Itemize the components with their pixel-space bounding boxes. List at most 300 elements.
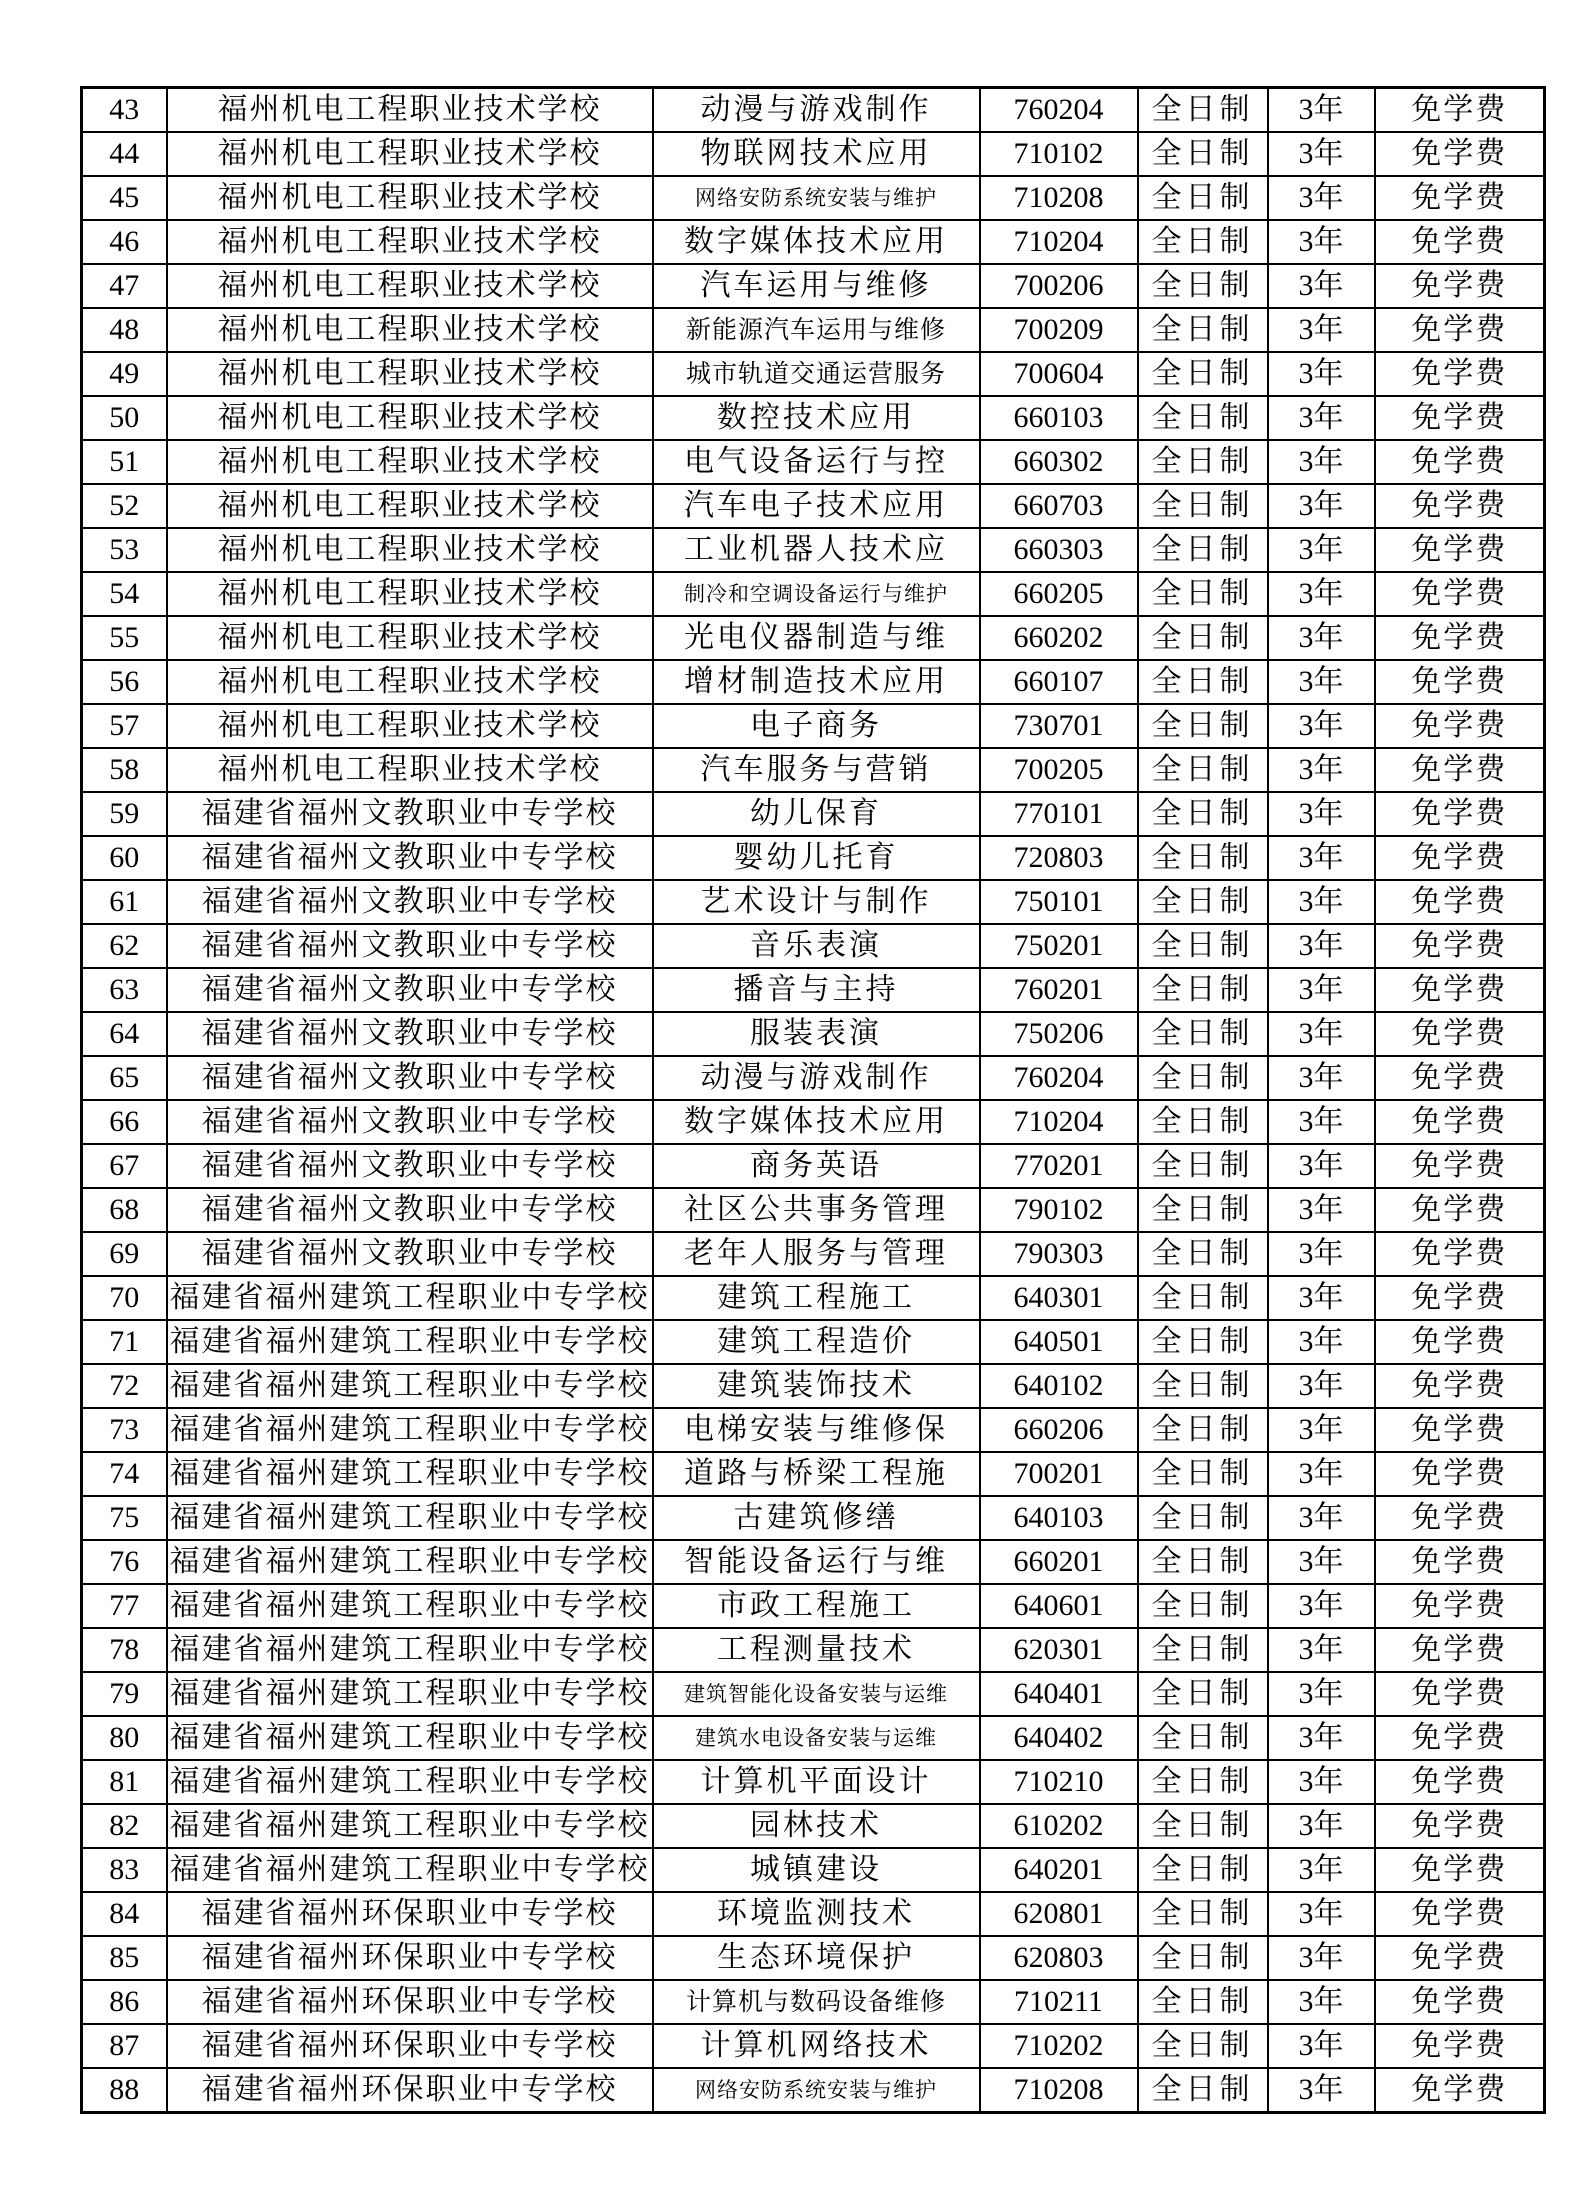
- major-code-cell: 640601: [980, 1584, 1138, 1628]
- study-mode-cell: 全日制: [1138, 1892, 1268, 1936]
- major-name-cell: 环境监测技术: [653, 1892, 980, 1936]
- major-name-cell: 电梯安装与维修保: [653, 1408, 980, 1452]
- school-name-cell: 福建省福州文教职业中专学校: [167, 792, 653, 836]
- study-mode-cell: 全日制: [1138, 1936, 1268, 1980]
- table-row: [82, 1056, 1545, 1100]
- tuition-fee-cell: 免学费: [1375, 1980, 1545, 2024]
- study-duration-cell: 3年: [1268, 1672, 1375, 1716]
- table-row: [82, 484, 1545, 528]
- study-duration-cell: 3年: [1268, 1628, 1375, 1672]
- major-name-cell: 建筑工程造价: [653, 1320, 980, 1364]
- school-name-cell: 福建省福州建筑工程职业中专学校: [167, 1364, 653, 1408]
- tuition-fee-cell: 免学费: [1375, 616, 1545, 660]
- tuition-fee-cell: 免学费: [1375, 1848, 1545, 1892]
- row-number-cell: 53: [82, 528, 167, 572]
- study-duration-cell: 3年: [1268, 88, 1375, 133]
- study-duration-cell: 3年: [1268, 1100, 1375, 1144]
- major-code-cell: 660107: [980, 660, 1138, 704]
- major-name-cell: 生态环境保护: [653, 1936, 980, 1980]
- table-row: [82, 968, 1545, 1012]
- study-duration-cell: 3年: [1268, 968, 1375, 1012]
- row-number-cell: 67: [82, 1144, 167, 1188]
- school-name-cell: 福建省福州建筑工程职业中专学校: [167, 1320, 653, 1364]
- tuition-fee-cell: 免学费: [1375, 1804, 1545, 1848]
- table-row: [82, 1672, 1545, 1716]
- study-mode-cell: 全日制: [1138, 1848, 1268, 1892]
- row-number-cell: 73: [82, 1408, 167, 1452]
- study-mode-cell: 全日制: [1138, 1144, 1268, 1188]
- tuition-fee-cell: 免学费: [1375, 836, 1545, 880]
- table-row: [82, 616, 1545, 660]
- tuition-fee-cell: 免学费: [1375, 924, 1545, 968]
- row-number-cell: 69: [82, 1232, 167, 1276]
- school-name-cell: 福建省福州文教职业中专学校: [167, 924, 653, 968]
- school-name-cell: 福州机电工程职业技术学校: [167, 528, 653, 572]
- table-row: [82, 1848, 1545, 1892]
- tuition-fee-cell: 免学费: [1375, 1012, 1545, 1056]
- major-name-cell: 智能设备运行与维: [653, 1540, 980, 1584]
- major-code-cell: 660205: [980, 572, 1138, 616]
- major-code-cell: 750206: [980, 1012, 1138, 1056]
- study-duration-cell: 3年: [1268, 2068, 1375, 2113]
- table-row: [82, 1584, 1545, 1628]
- table-row: [82, 308, 1545, 352]
- study-mode-cell: 全日制: [1138, 1628, 1268, 1672]
- major-name-cell: 建筑工程施工: [653, 1276, 980, 1320]
- table-row: [82, 924, 1545, 968]
- major-name-cell: 艺术设计与制作: [653, 880, 980, 924]
- school-name-cell: 福州机电工程职业技术学校: [167, 660, 653, 704]
- study-mode-cell: 全日制: [1138, 1408, 1268, 1452]
- major-code-cell: 760204: [980, 88, 1138, 133]
- major-name-cell: 计算机平面设计: [653, 1760, 980, 1804]
- row-number-cell: 60: [82, 836, 167, 880]
- major-name-cell: 动漫与游戏制作: [653, 1056, 980, 1100]
- table-row: [82, 528, 1545, 572]
- school-name-cell: 福建省福州文教职业中专学校: [167, 1100, 653, 1144]
- tuition-fee-cell: 免学费: [1375, 748, 1545, 792]
- study-mode-cell: 全日制: [1138, 264, 1268, 308]
- table-row: [82, 1452, 1545, 1496]
- row-number-cell: 48: [82, 308, 167, 352]
- table-row: [82, 1540, 1545, 1584]
- study-mode-cell: 全日制: [1138, 572, 1268, 616]
- table-row: [82, 1628, 1545, 1672]
- study-mode-cell: 全日制: [1138, 528, 1268, 572]
- major-name-cell: 播音与主持: [653, 968, 980, 1012]
- row-number-cell: 86: [82, 1980, 167, 2024]
- major-name-cell: 汽车运用与维修: [653, 264, 980, 308]
- study-duration-cell: 3年: [1268, 660, 1375, 704]
- table-row: [82, 132, 1545, 176]
- tuition-fee-cell: 免学费: [1375, 792, 1545, 836]
- major-code-cell: 640103: [980, 1496, 1138, 1540]
- row-number-cell: 54: [82, 572, 167, 616]
- study-mode-cell: 全日制: [1138, 1188, 1268, 1232]
- row-number-cell: 74: [82, 1452, 167, 1496]
- major-name-cell: 婴幼儿托育: [653, 836, 980, 880]
- major-name-cell: 城镇建设: [653, 1848, 980, 1892]
- major-code-cell: 770201: [980, 1144, 1138, 1188]
- major-name-cell: 老年人服务与管理: [653, 1232, 980, 1276]
- major-code-cell: 710211: [980, 1980, 1138, 2024]
- study-mode-cell: 全日制: [1138, 1056, 1268, 1100]
- major-code-cell: 710202: [980, 2024, 1138, 2068]
- major-name-cell: 建筑水电设备安装与运维: [653, 1716, 980, 1760]
- table-row: [82, 220, 1545, 264]
- study-duration-cell: 3年: [1268, 924, 1375, 968]
- school-name-cell: 福建省福州建筑工程职业中专学校: [167, 1848, 653, 1892]
- table-row: [82, 440, 1545, 484]
- study-mode-cell: 全日制: [1138, 616, 1268, 660]
- major-name-cell: 数字媒体技术应用: [653, 1100, 980, 1144]
- row-number-cell: 76: [82, 1540, 167, 1584]
- major-name-cell: 工业机器人技术应: [653, 528, 980, 572]
- school-name-cell: 福州机电工程职业技术学校: [167, 88, 653, 133]
- major-code-cell: 620301: [980, 1628, 1138, 1672]
- major-code-cell: 750101: [980, 880, 1138, 924]
- table-row: [82, 1100, 1545, 1144]
- major-name-cell: 服装表演: [653, 1012, 980, 1056]
- study-duration-cell: 3年: [1268, 1232, 1375, 1276]
- tuition-fee-cell: 免学费: [1375, 308, 1545, 352]
- table-row: [82, 1760, 1545, 1804]
- tuition-fee-cell: 免学费: [1375, 1188, 1545, 1232]
- study-duration-cell: 3年: [1268, 1320, 1375, 1364]
- study-duration-cell: 3年: [1268, 352, 1375, 396]
- major-code-cell: 660201: [980, 1540, 1138, 1584]
- tuition-fee-cell: 免学费: [1375, 572, 1545, 616]
- major-code-cell: 660302: [980, 440, 1138, 484]
- tuition-fee-cell: 免学费: [1375, 1232, 1545, 1276]
- major-name-cell: 动漫与游戏制作: [653, 88, 980, 133]
- major-name-cell: 汽车服务与营销: [653, 748, 980, 792]
- major-name-cell: 计算机与数码设备维修: [653, 1980, 980, 2024]
- major-name-cell: 制冷和空调设备运行与维护: [653, 572, 980, 616]
- study-duration-cell: 3年: [1268, 176, 1375, 220]
- study-mode-cell: 全日制: [1138, 1804, 1268, 1848]
- major-code-cell: 660206: [980, 1408, 1138, 1452]
- tuition-fee-cell: 免学费: [1375, 132, 1545, 176]
- major-code-cell: 660202: [980, 616, 1138, 660]
- study-mode-cell: 全日制: [1138, 1232, 1268, 1276]
- major-code-cell: 770101: [980, 792, 1138, 836]
- school-name-cell: 福建省福州建筑工程职业中专学校: [167, 1628, 653, 1672]
- study-mode-cell: 全日制: [1138, 836, 1268, 880]
- tuition-fee-cell: 免学费: [1375, 1760, 1545, 1804]
- row-number-cell: 70: [82, 1276, 167, 1320]
- tuition-fee-cell: 免学费: [1375, 1056, 1545, 1100]
- tuition-fee-cell: 免学费: [1375, 264, 1545, 308]
- school-name-cell: 福建省福州建筑工程职业中专学校: [167, 1496, 653, 1540]
- school-name-cell: 福建省福州文教职业中专学校: [167, 1012, 653, 1056]
- row-number-cell: 77: [82, 1584, 167, 1628]
- study-duration-cell: 3年: [1268, 264, 1375, 308]
- study-duration-cell: 3年: [1268, 308, 1375, 352]
- table-row: [82, 1892, 1545, 1936]
- major-code-cell: 700209: [980, 308, 1138, 352]
- table-row: [82, 1232, 1545, 1276]
- school-name-cell: 福建省福州文教职业中专学校: [167, 1056, 653, 1100]
- study-duration-cell: 3年: [1268, 1804, 1375, 1848]
- school-name-cell: 福州机电工程职业技术学校: [167, 440, 653, 484]
- major-code-cell: 700201: [980, 1452, 1138, 1496]
- study-mode-cell: 全日制: [1138, 1364, 1268, 1408]
- study-duration-cell: 3年: [1268, 220, 1375, 264]
- tuition-fee-cell: 免学费: [1375, 1628, 1545, 1672]
- tuition-fee-cell: 免学费: [1375, 704, 1545, 748]
- school-name-cell: 福建省福州环保职业中专学校: [167, 1892, 653, 1936]
- row-number-cell: 64: [82, 1012, 167, 1056]
- study-duration-cell: 3年: [1268, 1584, 1375, 1628]
- table-body: [82, 88, 1545, 2113]
- study-mode-cell: 全日制: [1138, 1496, 1268, 1540]
- tuition-fee-cell: 免学费: [1375, 220, 1545, 264]
- major-code-cell: 640301: [980, 1276, 1138, 1320]
- tuition-fee-cell: 免学费: [1375, 2024, 1545, 2068]
- tuition-fee-cell: 免学费: [1375, 1672, 1545, 1716]
- study-duration-cell: 3年: [1268, 1012, 1375, 1056]
- table-row: [82, 704, 1545, 748]
- major-name-cell: 汽车电子技术应用: [653, 484, 980, 528]
- study-mode-cell: 全日制: [1138, 792, 1268, 836]
- major-code-cell: 620801: [980, 1892, 1138, 1936]
- school-name-cell: 福州机电工程职业技术学校: [167, 704, 653, 748]
- major-code-cell: 660103: [980, 396, 1138, 440]
- tuition-fee-cell: 免学费: [1375, 484, 1545, 528]
- school-name-cell: 福建省福州文教职业中专学校: [167, 836, 653, 880]
- row-number-cell: 59: [82, 792, 167, 836]
- major-name-cell: 城市轨道交通运营服务: [653, 352, 980, 396]
- major-code-cell: 610202: [980, 1804, 1138, 1848]
- tuition-fee-cell: 免学费: [1375, 1892, 1545, 1936]
- study-duration-cell: 3年: [1268, 1496, 1375, 1540]
- study-duration-cell: 3年: [1268, 1408, 1375, 1452]
- row-number-cell: 50: [82, 396, 167, 440]
- row-number-cell: 85: [82, 1936, 167, 1980]
- row-number-cell: 45: [82, 176, 167, 220]
- table-row: [82, 352, 1545, 396]
- study-duration-cell: 3年: [1268, 1188, 1375, 1232]
- study-mode-cell: 全日制: [1138, 176, 1268, 220]
- major-code-cell: 720803: [980, 836, 1138, 880]
- table-row: [82, 792, 1545, 836]
- row-number-cell: 52: [82, 484, 167, 528]
- tuition-fee-cell: 免学费: [1375, 1936, 1545, 1980]
- tuition-fee-cell: 免学费: [1375, 1584, 1545, 1628]
- major-name-cell: 古建筑修缮: [653, 1496, 980, 1540]
- major-name-cell: 数字媒体技术应用: [653, 220, 980, 264]
- study-mode-cell: 全日制: [1138, 1452, 1268, 1496]
- tuition-fee-cell: 免学费: [1375, 968, 1545, 1012]
- study-duration-cell: 3年: [1268, 1892, 1375, 1936]
- school-name-cell: 福建省福州建筑工程职业中专学校: [167, 1540, 653, 1584]
- study-duration-cell: 3年: [1268, 1364, 1375, 1408]
- school-name-cell: 福建省福州文教职业中专学校: [167, 1232, 653, 1276]
- study-duration-cell: 3年: [1268, 1980, 1375, 2024]
- major-name-cell: 增材制造技术应用: [653, 660, 980, 704]
- study-mode-cell: 全日制: [1138, 660, 1268, 704]
- table-row: [82, 2068, 1545, 2113]
- study-duration-cell: 3年: [1268, 484, 1375, 528]
- school-name-cell: 福建省福州建筑工程职业中专学校: [167, 1672, 653, 1716]
- study-mode-cell: 全日制: [1138, 1760, 1268, 1804]
- school-name-cell: 福建省福州环保职业中专学校: [167, 2068, 653, 2113]
- tuition-fee-cell: 免学费: [1375, 1320, 1545, 1364]
- study-duration-cell: 3年: [1268, 792, 1375, 836]
- major-code-cell: 700206: [980, 264, 1138, 308]
- row-number-cell: 47: [82, 264, 167, 308]
- study-mode-cell: 全日制: [1138, 1012, 1268, 1056]
- major-code-cell: 640501: [980, 1320, 1138, 1364]
- major-code-cell: 710102: [980, 132, 1138, 176]
- major-code-cell: 710204: [980, 220, 1138, 264]
- school-name-cell: 福州机电工程职业技术学校: [167, 220, 653, 264]
- major-name-cell: 网络安防系统安装与维护: [653, 176, 980, 220]
- school-name-cell: 福州机电工程职业技术学校: [167, 484, 653, 528]
- study-duration-cell: 3年: [1268, 2024, 1375, 2068]
- study-mode-cell: 全日制: [1138, 132, 1268, 176]
- study-mode-cell: 全日制: [1138, 220, 1268, 264]
- row-number-cell: 43: [82, 88, 167, 133]
- table-row: [82, 1320, 1545, 1364]
- row-number-cell: 61: [82, 880, 167, 924]
- school-name-cell: 福州机电工程职业技术学校: [167, 396, 653, 440]
- row-number-cell: 55: [82, 616, 167, 660]
- study-duration-cell: 3年: [1268, 1760, 1375, 1804]
- table-row: [82, 1188, 1545, 1232]
- tuition-fee-cell: 免学费: [1375, 440, 1545, 484]
- school-name-cell: 福建省福州建筑工程职业中专学校: [167, 1716, 653, 1760]
- major-name-cell: 道路与桥梁工程施: [653, 1452, 980, 1496]
- study-mode-cell: 全日制: [1138, 2024, 1268, 2068]
- study-duration-cell: 3年: [1268, 748, 1375, 792]
- row-number-cell: 79: [82, 1672, 167, 1716]
- study-mode-cell: 全日制: [1138, 1320, 1268, 1364]
- row-number-cell: 71: [82, 1320, 167, 1364]
- major-code-cell: 790102: [980, 1188, 1138, 1232]
- study-mode-cell: 全日制: [1138, 704, 1268, 748]
- study-duration-cell: 3年: [1268, 1716, 1375, 1760]
- table-row: [82, 836, 1545, 880]
- major-name-cell: 建筑智能化设备安装与运维: [653, 1672, 980, 1716]
- tuition-fee-cell: 免学费: [1375, 176, 1545, 220]
- major-name-cell: 商务英语: [653, 1144, 980, 1188]
- major-name-cell: 工程测量技术: [653, 1628, 980, 1672]
- tuition-fee-cell: 免学费: [1375, 1100, 1545, 1144]
- study-mode-cell: 全日制: [1138, 1584, 1268, 1628]
- study-duration-cell: 3年: [1268, 396, 1375, 440]
- study-duration-cell: 3年: [1268, 616, 1375, 660]
- table-row: [82, 396, 1545, 440]
- tuition-fee-cell: 免学费: [1375, 396, 1545, 440]
- row-number-cell: 66: [82, 1100, 167, 1144]
- study-mode-cell: 全日制: [1138, 1276, 1268, 1320]
- study-mode-cell: 全日制: [1138, 748, 1268, 792]
- major-code-cell: 710208: [980, 176, 1138, 220]
- tuition-fee-cell: 免学费: [1375, 660, 1545, 704]
- school-name-cell: 福州机电工程职业技术学校: [167, 748, 653, 792]
- study-mode-cell: 全日制: [1138, 924, 1268, 968]
- school-name-cell: 福州机电工程职业技术学校: [167, 176, 653, 220]
- study-duration-cell: 3年: [1268, 1936, 1375, 1980]
- row-number-cell: 57: [82, 704, 167, 748]
- table-row: [82, 1936, 1545, 1980]
- tuition-fee-cell: 免学费: [1375, 1276, 1545, 1320]
- row-number-cell: 80: [82, 1716, 167, 1760]
- major-name-cell: 幼儿保育: [653, 792, 980, 836]
- study-mode-cell: 全日制: [1138, 352, 1268, 396]
- enrollment-table: [80, 86, 1546, 2114]
- table-row: [82, 1364, 1545, 1408]
- major-name-cell: 电气设备运行与控: [653, 440, 980, 484]
- table-row: [82, 264, 1545, 308]
- major-name-cell: 网络安防系统安装与维护: [653, 2068, 980, 2113]
- major-code-cell: 700604: [980, 352, 1138, 396]
- major-code-cell: 750201: [980, 924, 1138, 968]
- row-number-cell: 87: [82, 2024, 167, 2068]
- school-name-cell: 福建省福州文教职业中专学校: [167, 1188, 653, 1232]
- table-row: [82, 2024, 1545, 2068]
- row-number-cell: 81: [82, 1760, 167, 1804]
- major-name-cell: 社区公共事务管理: [653, 1188, 980, 1232]
- school-name-cell: 福建省福州环保职业中专学校: [167, 1936, 653, 1980]
- major-code-cell: 760204: [980, 1056, 1138, 1100]
- major-code-cell: 660303: [980, 528, 1138, 572]
- tuition-fee-cell: 免学费: [1375, 1144, 1545, 1188]
- school-name-cell: 福建省福州建筑工程职业中专学校: [167, 1452, 653, 1496]
- study-mode-cell: 全日制: [1138, 484, 1268, 528]
- row-number-cell: 84: [82, 1892, 167, 1936]
- study-mode-cell: 全日制: [1138, 396, 1268, 440]
- row-number-cell: 49: [82, 352, 167, 396]
- study-duration-cell: 3年: [1268, 1540, 1375, 1584]
- school-name-cell: 福建省福州建筑工程职业中专学校: [167, 1408, 653, 1452]
- school-name-cell: 福州机电工程职业技术学校: [167, 132, 653, 176]
- study-mode-cell: 全日制: [1138, 1716, 1268, 1760]
- table-row: [82, 880, 1545, 924]
- table-row: [82, 1716, 1545, 1760]
- study-mode-cell: 全日制: [1138, 880, 1268, 924]
- table-row: [82, 748, 1545, 792]
- table-row: [82, 572, 1545, 616]
- row-number-cell: 82: [82, 1804, 167, 1848]
- study-duration-cell: 3年: [1268, 440, 1375, 484]
- major-code-cell: 710204: [980, 1100, 1138, 1144]
- school-name-cell: 福建省福州文教职业中专学校: [167, 1144, 653, 1188]
- school-name-cell: 福建省福州建筑工程职业中专学校: [167, 1276, 653, 1320]
- school-name-cell: 福建省福州建筑工程职业中专学校: [167, 1760, 653, 1804]
- study-mode-cell: 全日制: [1138, 968, 1268, 1012]
- major-name-cell: 音乐表演: [653, 924, 980, 968]
- row-number-cell: 46: [82, 220, 167, 264]
- school-name-cell: 福州机电工程职业技术学校: [167, 264, 653, 308]
- major-code-cell: 790303: [980, 1232, 1138, 1276]
- table-row: [82, 1144, 1545, 1188]
- study-mode-cell: 全日制: [1138, 1100, 1268, 1144]
- major-code-cell: 660703: [980, 484, 1138, 528]
- study-mode-cell: 全日制: [1138, 2068, 1268, 2113]
- table-row: [82, 88, 1545, 133]
- row-number-cell: 63: [82, 968, 167, 1012]
- major-name-cell: 电子商务: [653, 704, 980, 748]
- major-name-cell: 光电仪器制造与维: [653, 616, 980, 660]
- school-name-cell: 福州机电工程职业技术学校: [167, 308, 653, 352]
- study-mode-cell: 全日制: [1138, 1540, 1268, 1584]
- table-row: [82, 176, 1545, 220]
- study-duration-cell: 3年: [1268, 880, 1375, 924]
- tuition-fee-cell: 免学费: [1375, 352, 1545, 396]
